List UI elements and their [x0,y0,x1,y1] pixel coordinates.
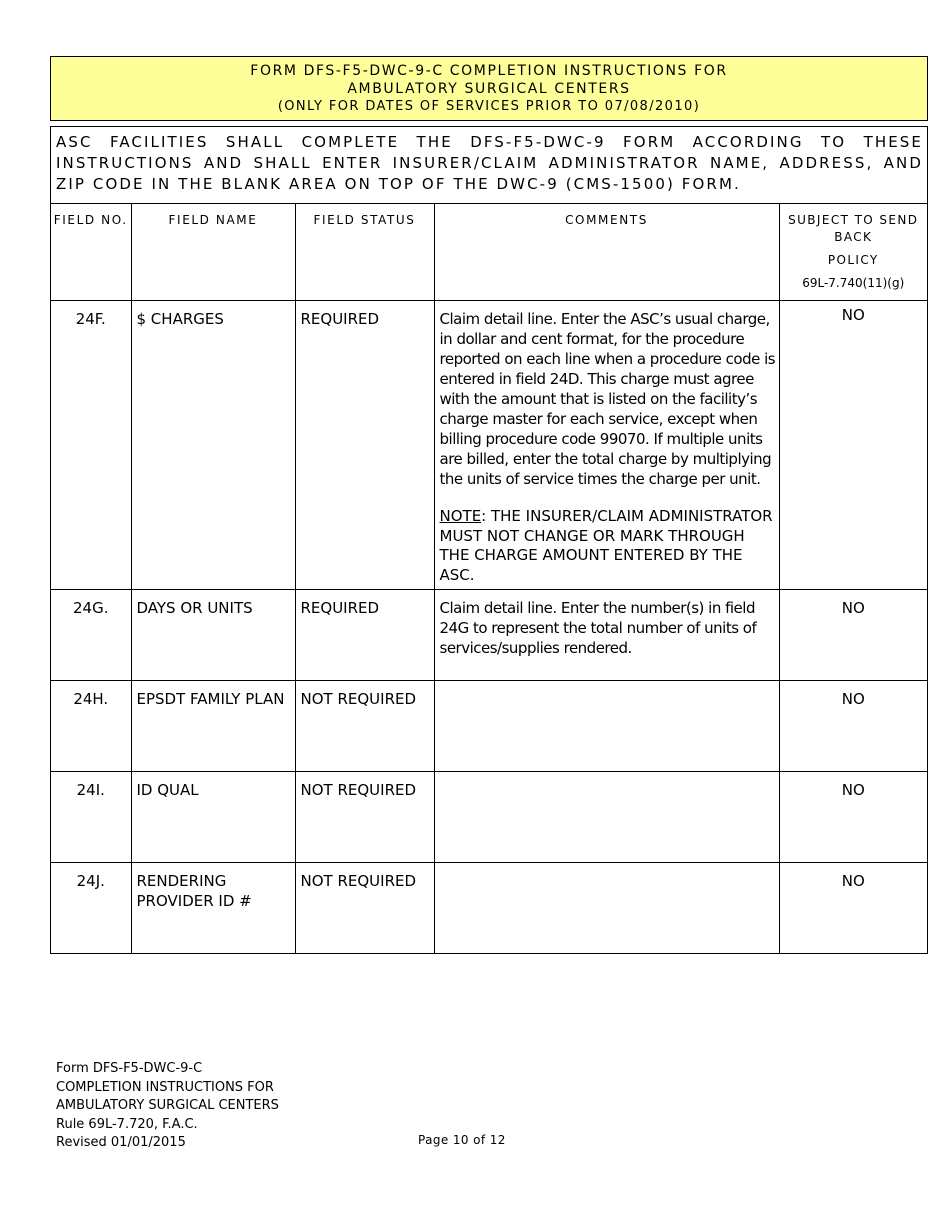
field-status: NOT REQUIRED [295,772,434,863]
note-text: : THE INSURER/CLAIM ADMINISTRATOR MUST NOT CHANGE OR MARK THROUGH THE CHARGE AMOUNT ENTERED BY THE ASC. [439,507,773,584]
instructions-table [51,204,927,953]
form-title-box [50,56,928,121]
footer-form-id: Form DFS-F5-DWC-9-C [56,1061,203,1076]
instructions-table-frame [50,126,928,954]
send-back-policy-value: NO [779,681,927,772]
form-title-line1: FORM DFS-F5-DWC-9-C COMPLETION INSTRUCTIONS FOR [250,63,728,79]
header-field-no: FIELD NO. [51,204,131,301]
field-number: 24F. [51,301,131,590]
field-status: REQUIRED [295,301,434,590]
footer-rule: Rule 69L-7.720, F.A.C. [56,1116,198,1132]
header-field-status: FIELD STATUS [295,204,434,301]
send-back-policy-value: NO [841,872,865,891]
footer-title-line1: COMPLETION INSTRUCTIONS FOR [56,1079,274,1095]
comment-text: Claim detail line. Enter the ASC’s usual charge, in dollar and cent format, for the procedure reported on each line when a procedure code is entered in field 24D. This charge must agree with the amount that is listed on the facility’s charge master for each service, except when billing procedure code 99070. If multiple units are billed, enter the total charge by multiplying the units of service times the charge per unit. [439,310,776,488]
header-policy-rule: 69L-7.740(11)(g) [802,276,905,290]
header-send-back-policy: SUBJECT TO SEND BACK POLICY 69L-7.740(11)(g) [779,204,927,301]
field-comments [434,681,779,772]
document-page [50,56,928,954]
table-row [51,772,927,863]
page-footer [56,1060,279,1153]
field-name: RENDERING PROVIDER ID # [131,863,295,954]
header-field-name: FIELD NAME [131,204,295,301]
field-comments [434,863,779,954]
table-row [51,863,927,954]
field-status: NOT REQUIRED [295,863,434,954]
send-back-policy-value: NO [779,301,927,590]
field-comments: Claim detail line. Enter the number(s) in field 24G to represent the total number of units of services/supplies rendered. [434,590,779,681]
header-comments: COMMENTS [434,204,779,301]
field-number: 24I. [51,772,131,863]
footer-revised: Revised 01/01/2015 [56,1135,186,1150]
form-title-line3: (ONLY FOR DATES OF SERVICES PRIOR TO 07/08/2010) [277,99,701,114]
field-comments [434,772,779,863]
intro-paragraph: ASC FACILITIES SHALL COMPLETE THE DFS-F5-DWC-9 FORM ACCORDING TO THESE INSTRUCTIONS AND SHALL ENTER INSURER/CLAIM ADMINISTRATOR NAME, ADDRESS, AND ZIP CODE IN THE BLANK AREA ON TOP OF THE DWC-9 (CMS-1500) FORM. [51,127,927,204]
page-number: Page 10 of 12 [418,1133,506,1147]
comment-note [440,507,777,585]
field-comments [434,301,779,590]
field-number: 24J. [51,863,131,954]
send-back-policy-value: NO [779,772,927,863]
send-back-policy-value: NO [779,590,927,681]
table-row [51,301,927,590]
field-number: 24G. [51,590,131,681]
field-name: DAYS OR UNITS [131,590,295,681]
footer-title-line2: AMBULATORY SURGICAL CENTERS [56,1098,279,1113]
field-number: 24H. [51,681,131,772]
table-header-row [51,204,927,301]
field-name: ID QUAL [131,772,295,863]
form-title-line2: AMBULATORY SURGICAL CENTERS [347,81,631,97]
field-name: EPSDT FAMILY PLAN [131,681,295,772]
field-status: REQUIRED [295,590,434,681]
field-name: $ CHARGES [131,301,295,590]
table-row [51,590,927,681]
field-status: NOT REQUIRED [295,681,434,772]
table-row [51,681,927,772]
note-label: NOTE [439,507,482,525]
